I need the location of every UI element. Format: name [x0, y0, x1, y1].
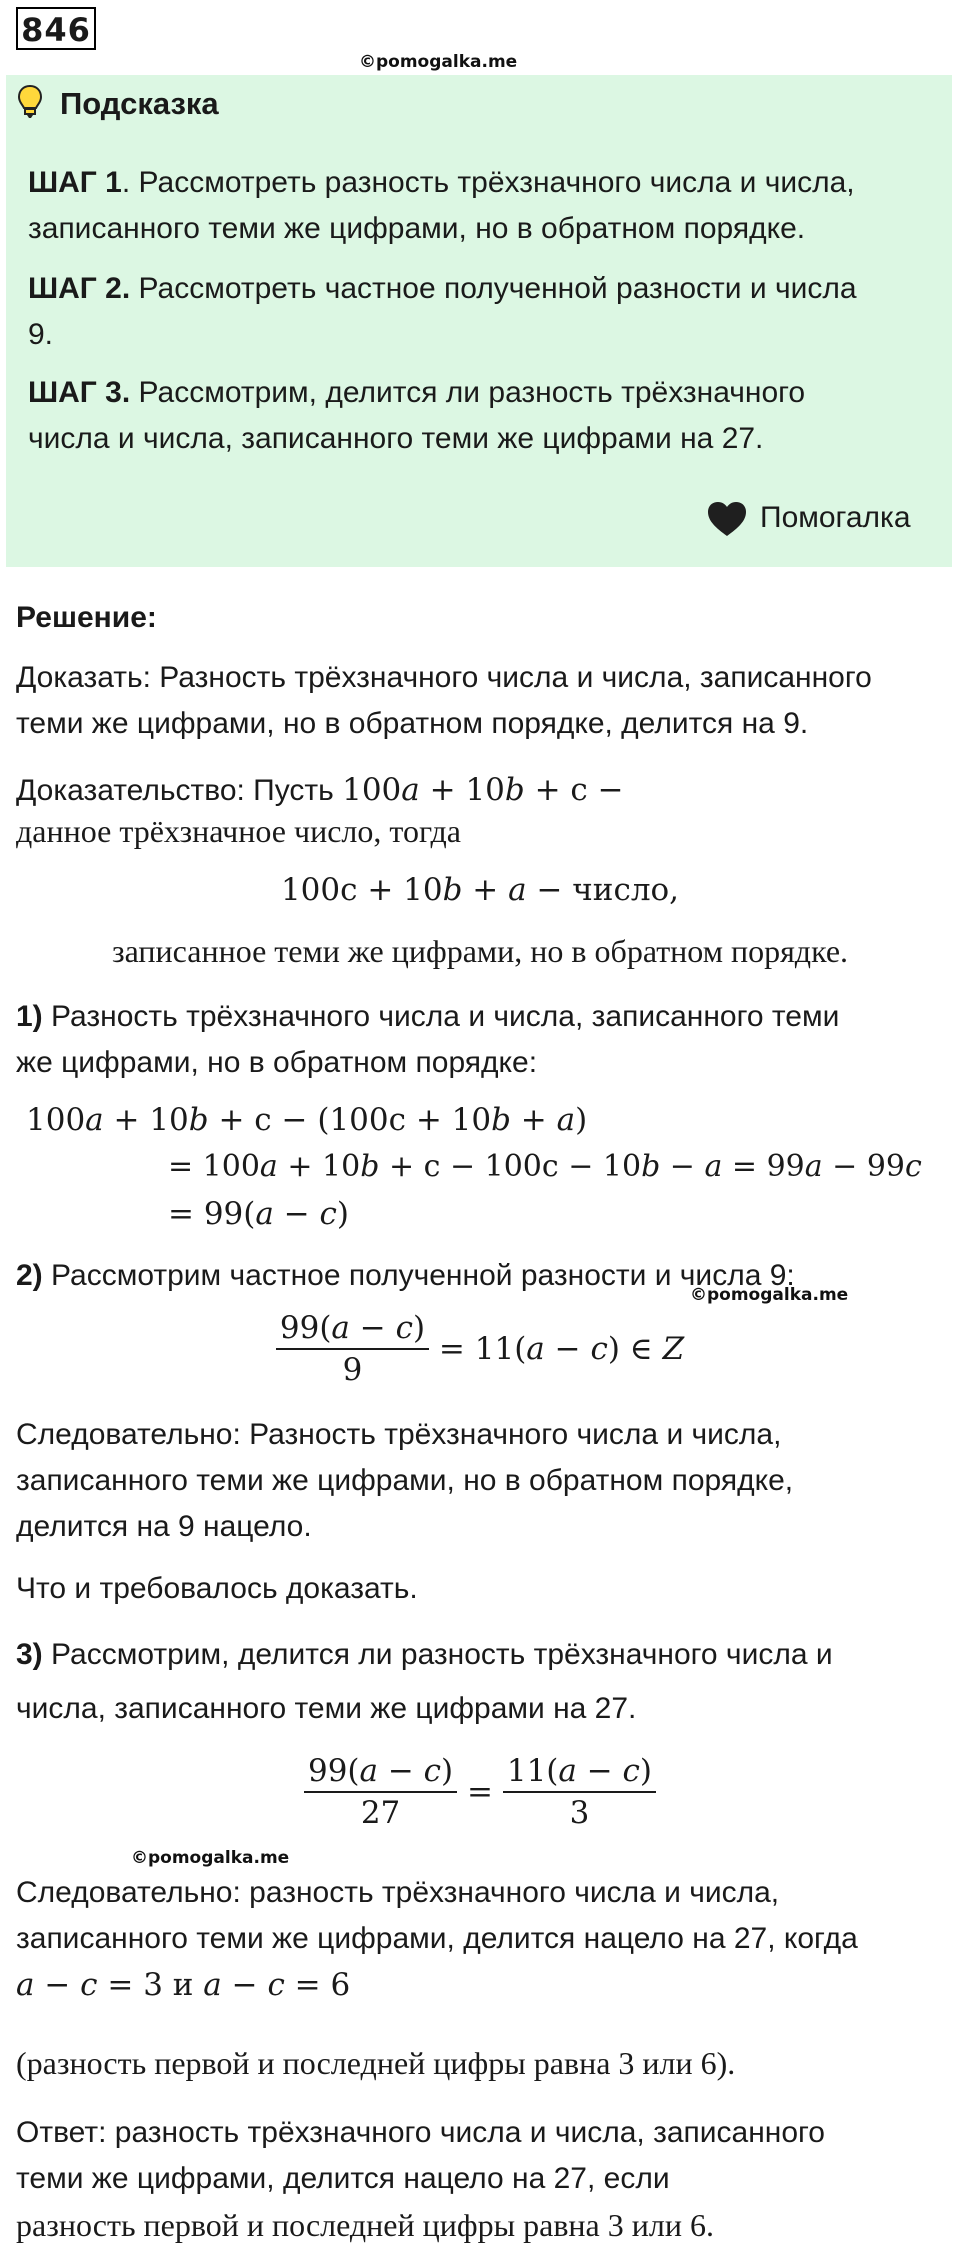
hint-title: Подсказка	[60, 86, 219, 121]
text-line: Доказать: Разность трёхзначного числа и числа, записанного	[16, 661, 872, 694]
solution-heading: Решение:	[16, 601, 157, 634]
text-line: Разность трёхзначного числа и числа, записанного теми	[42, 1000, 840, 1033]
lightbulb-icon	[17, 84, 43, 120]
text-line: разность первой и последней цифры равна 3 или 6.	[16, 2207, 714, 2243]
text-line: Ответ: разность трёхзначного числа и числа, записанного	[16, 2116, 825, 2149]
numerator: 99(𝑎 − 𝑐)	[276, 1310, 429, 1350]
text-line: Следовательно: Разность трёхзначного числа и числа,	[16, 1418, 782, 1451]
numerator: 11(𝑎 − 𝑐)	[503, 1753, 656, 1793]
brand-label: Помогалка	[760, 501, 911, 534]
text-line: Доказательство: Пусть	[16, 774, 343, 807]
fraction	[304, 1753, 457, 1831]
denominator: 9	[342, 1352, 363, 1388]
text-line: делится на 9 нацело.	[16, 1510, 312, 1543]
text-line: же цифрами, но в обратном порядке:	[16, 1046, 538, 1079]
text-line: Следовательно: разность трёхзначного числа и числа,	[16, 1876, 780, 1909]
fraction-result: = 11(𝑎 − 𝑐) ∈ 𝑍	[438, 1331, 685, 1367]
prove-statement	[16, 655, 951, 747]
equation-line-2: = 100𝑎 + 10𝑏 + c − 100c − 10𝑏 − 𝑎 = 99𝑎 − 99𝑐	[168, 1149, 922, 1184]
text-line: Рассмотрим, делится ли разность трёхзначного числа и	[42, 1638, 833, 1671]
step-label: ШАГ 1	[28, 166, 122, 199]
qed: Что и требовалось доказать.	[16, 1572, 418, 1605]
fraction	[276, 1310, 429, 1388]
part-number: 2)	[16, 1259, 43, 1292]
text-line: числа, записанного теми же цифрами на 27.	[16, 1692, 637, 1725]
step-text: Рассмотреть частное полученной разности и числа	[130, 272, 857, 305]
watermark: ©pomogalka.me	[690, 1285, 849, 1305]
conclusion-2	[16, 1870, 951, 2008]
equals-sign: =	[467, 1774, 493, 1810]
step-label: ШАГ 2.	[28, 272, 131, 305]
equation-line-3: = 99(𝑎 − 𝑐)	[168, 1196, 349, 1232]
math-expression: 𝑎 − 𝑐 = 3 и 𝑎 − 𝑐 = 6	[16, 1967, 351, 2003]
reverse-number-description: записанное теми же цифрами, но в обратном порядке.	[111, 933, 849, 969]
proof-line-2: данное трёхзначное число, тогда	[16, 813, 461, 849]
fraction-9	[0, 1310, 960, 1388]
step-text: Рассмотрим, делится ли разность трёхзначного	[130, 376, 806, 409]
step-text: . Рассмотреть разность трёхзначного числа и числа,	[121, 166, 855, 199]
task-number: 846	[16, 7, 96, 50]
fraction-27	[0, 1753, 960, 1831]
step-text: записанного теми же цифрами, но в обратном порядке.	[28, 212, 806, 245]
text-line: записанного теми же цифрами, но в обратном порядке,	[16, 1464, 794, 1497]
hint-step-2	[28, 266, 938, 358]
conclusion-1	[16, 1412, 951, 1550]
reverse-number-expression: 100c + 10𝑏 + 𝑎 − число,	[280, 872, 680, 908]
proof-intro	[16, 767, 951, 814]
text-line: Рассмотрим частное полученной разности и числа 9:	[42, 1259, 795, 1292]
text-line: записанного теми же цифрами, делится нацело на 27, когда	[16, 1922, 858, 1955]
denominator: 27	[360, 1795, 401, 1831]
heart-icon	[706, 500, 748, 538]
text-line: теми же цифрами, но в обратном порядке, делится на 9.	[16, 707, 809, 740]
part-3	[16, 1632, 951, 1732]
part-number: 1)	[16, 1000, 43, 1033]
part-1	[16, 994, 951, 1086]
numerator: 99(𝑎 − 𝑐)	[304, 1753, 457, 1793]
fraction	[503, 1753, 656, 1831]
answer	[16, 2110, 951, 2248]
step-label: ШАГ 3.	[28, 376, 131, 409]
step-text: числа и числа, записанного теми же цифрами на 27.	[28, 422, 764, 455]
equation-line-1: 100𝑎 + 10𝑏 + c − (100c + 10𝑏 + 𝑎)	[26, 1102, 588, 1138]
text-line: теми же цифрами, делится нацело на 27, если	[16, 2162, 670, 2195]
hint-step-3	[28, 370, 938, 462]
part-number: 3)	[16, 1638, 43, 1671]
watermark: ©pomogalka.me	[131, 1848, 290, 1868]
step-text: 9.	[28, 318, 54, 351]
watermark: ©pomogalka.me	[359, 52, 518, 72]
math-expression: 100𝑎 + 10𝑏 + c −	[342, 772, 624, 808]
parenthetical-note: (разность первой и последней цифры равна 3 или 6).	[16, 2045, 736, 2081]
hint-step-1	[28, 160, 938, 252]
denominator: 3	[569, 1795, 590, 1831]
